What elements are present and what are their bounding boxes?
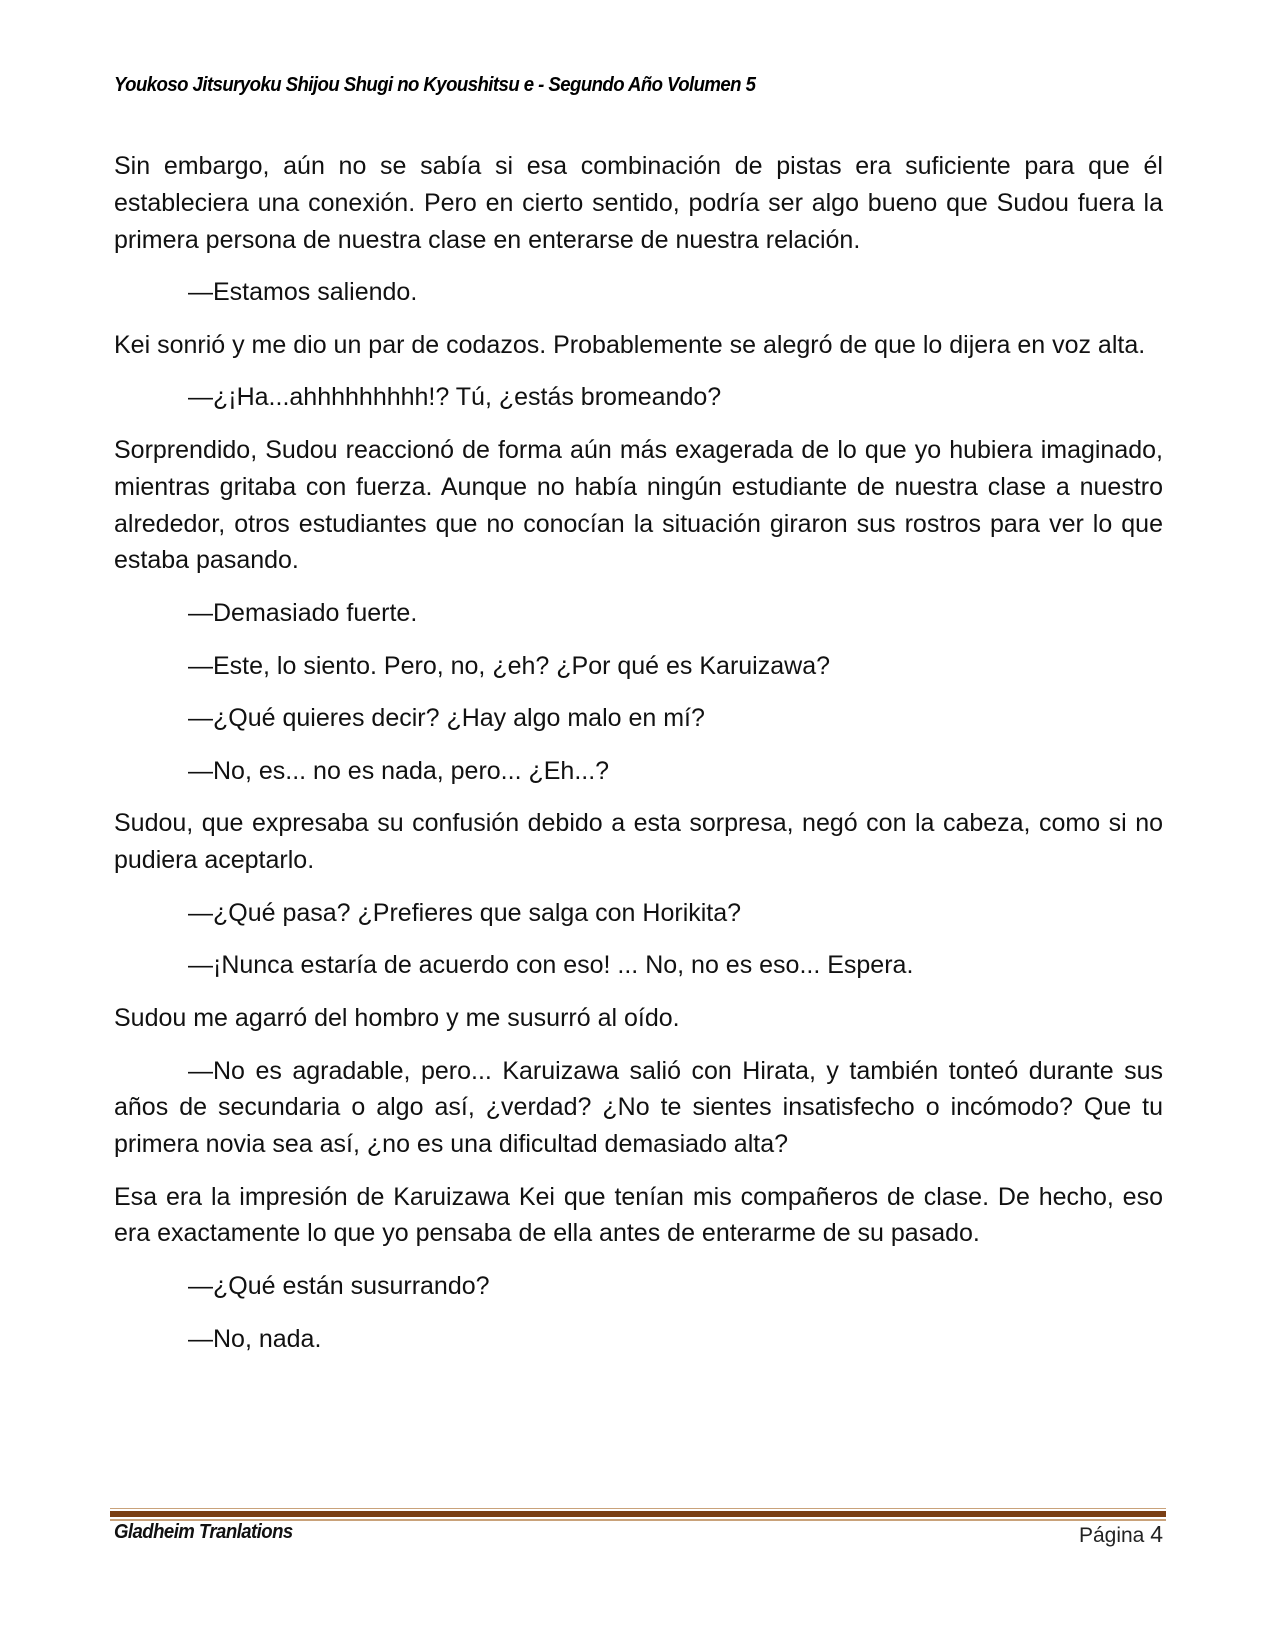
dialogue-line: —No, nada. — [188, 1324, 322, 1353]
dialogue-line: —Demasiado fuerte. — [188, 598, 418, 627]
paragraph: Sin embargo, aún no se sabía si esa combinación de pistas era suficiente para que él estableciera una conexión. Pero en cierto sentido, podría ser algo bueno que Sudou fuera la primera persona de nuestra clase en enterarse de nuestra relación. — [114, 152, 1163, 254]
dialogue-line: —Este, lo siento. Pero, no, ¿eh? ¿Por qué es Karuizawa? — [188, 651, 831, 680]
page-number-value: 4 — [1150, 1521, 1163, 1547]
paragraph: Esa era la impresión de Karuizawa Kei que tenían mis compañeros de clase. De hecho, eso era exactamente lo que yo pensaba de ella antes de enterarme de su pasado. — [114, 1182, 1163, 1248]
running-header: Youkoso Jitsuryoku Shijou Shugi no Kyoushitsu e - Segundo Año Volumen 5 — [114, 74, 756, 96]
page-body — [114, 148, 1163, 1373]
dialogue-line: —Estamos saliendo. — [188, 278, 418, 307]
footer-rule-top — [110, 1508, 1166, 1509]
page-number — [1079, 1521, 1163, 1548]
dialogue-line: —¿Qué pasa? ¿Prefieres que salga con Horikita? — [188, 898, 742, 927]
footer-rule-main — [110, 1511, 1166, 1517]
paragraph: Sudou, que expresaba su confusión debido a esta sorpresa, negó con la cabeza, como si no pudiera aceptarlo. — [114, 809, 1163, 875]
paragraph: Kei sonrió y me dio un par de codazos. Probablemente se alegró de que lo dijera en voz alta. — [114, 330, 1146, 359]
paragraph: Sorprendido, Sudou reaccionó de forma aún más exagerada de lo que yo hubiera imaginado, mientras gritaba con fuerza. Aunque no había ningún estudiante de nuestra clase a nuestro alrededor, otros estudiantes que no conocían la situación giraron sus rostros para ver lo que estaba pasando. — [114, 435, 1163, 575]
dialogue-line: —No, es... no es nada, pero... ¿Eh...? — [188, 756, 610, 785]
dialogue-line: —¿Qué quieres decir? ¿Hay algo malo en mí? — [188, 704, 705, 733]
dialogue-line: —¿¡Ha...ahhhhhhhhh!? Tú, ¿estás bromeando? — [188, 383, 722, 412]
page-label: Página — [1078, 1524, 1145, 1547]
dialogue-line: —¡Nunca estaría de acuerdo con eso! ... No, no es eso... Espera. — [188, 951, 914, 980]
footer-publisher: Gladheim Tranlations — [114, 1521, 293, 1543]
dialogue-line: —No es agradable, pero... Karuizawa salió con Hirata, y también tonteó durante sus años de secundaria o algo así, ¿verdad? ¿No te sientes insatisfecho o incómodo? Que tu primera novia sea así, ¿no es una dificultad demasiado alta? — [114, 1056, 1163, 1159]
paragraph: Sudou me agarró del hombro y me susurró al oído. — [114, 1003, 680, 1032]
dialogue-line: —¿Qué están susurrando? — [188, 1272, 490, 1301]
